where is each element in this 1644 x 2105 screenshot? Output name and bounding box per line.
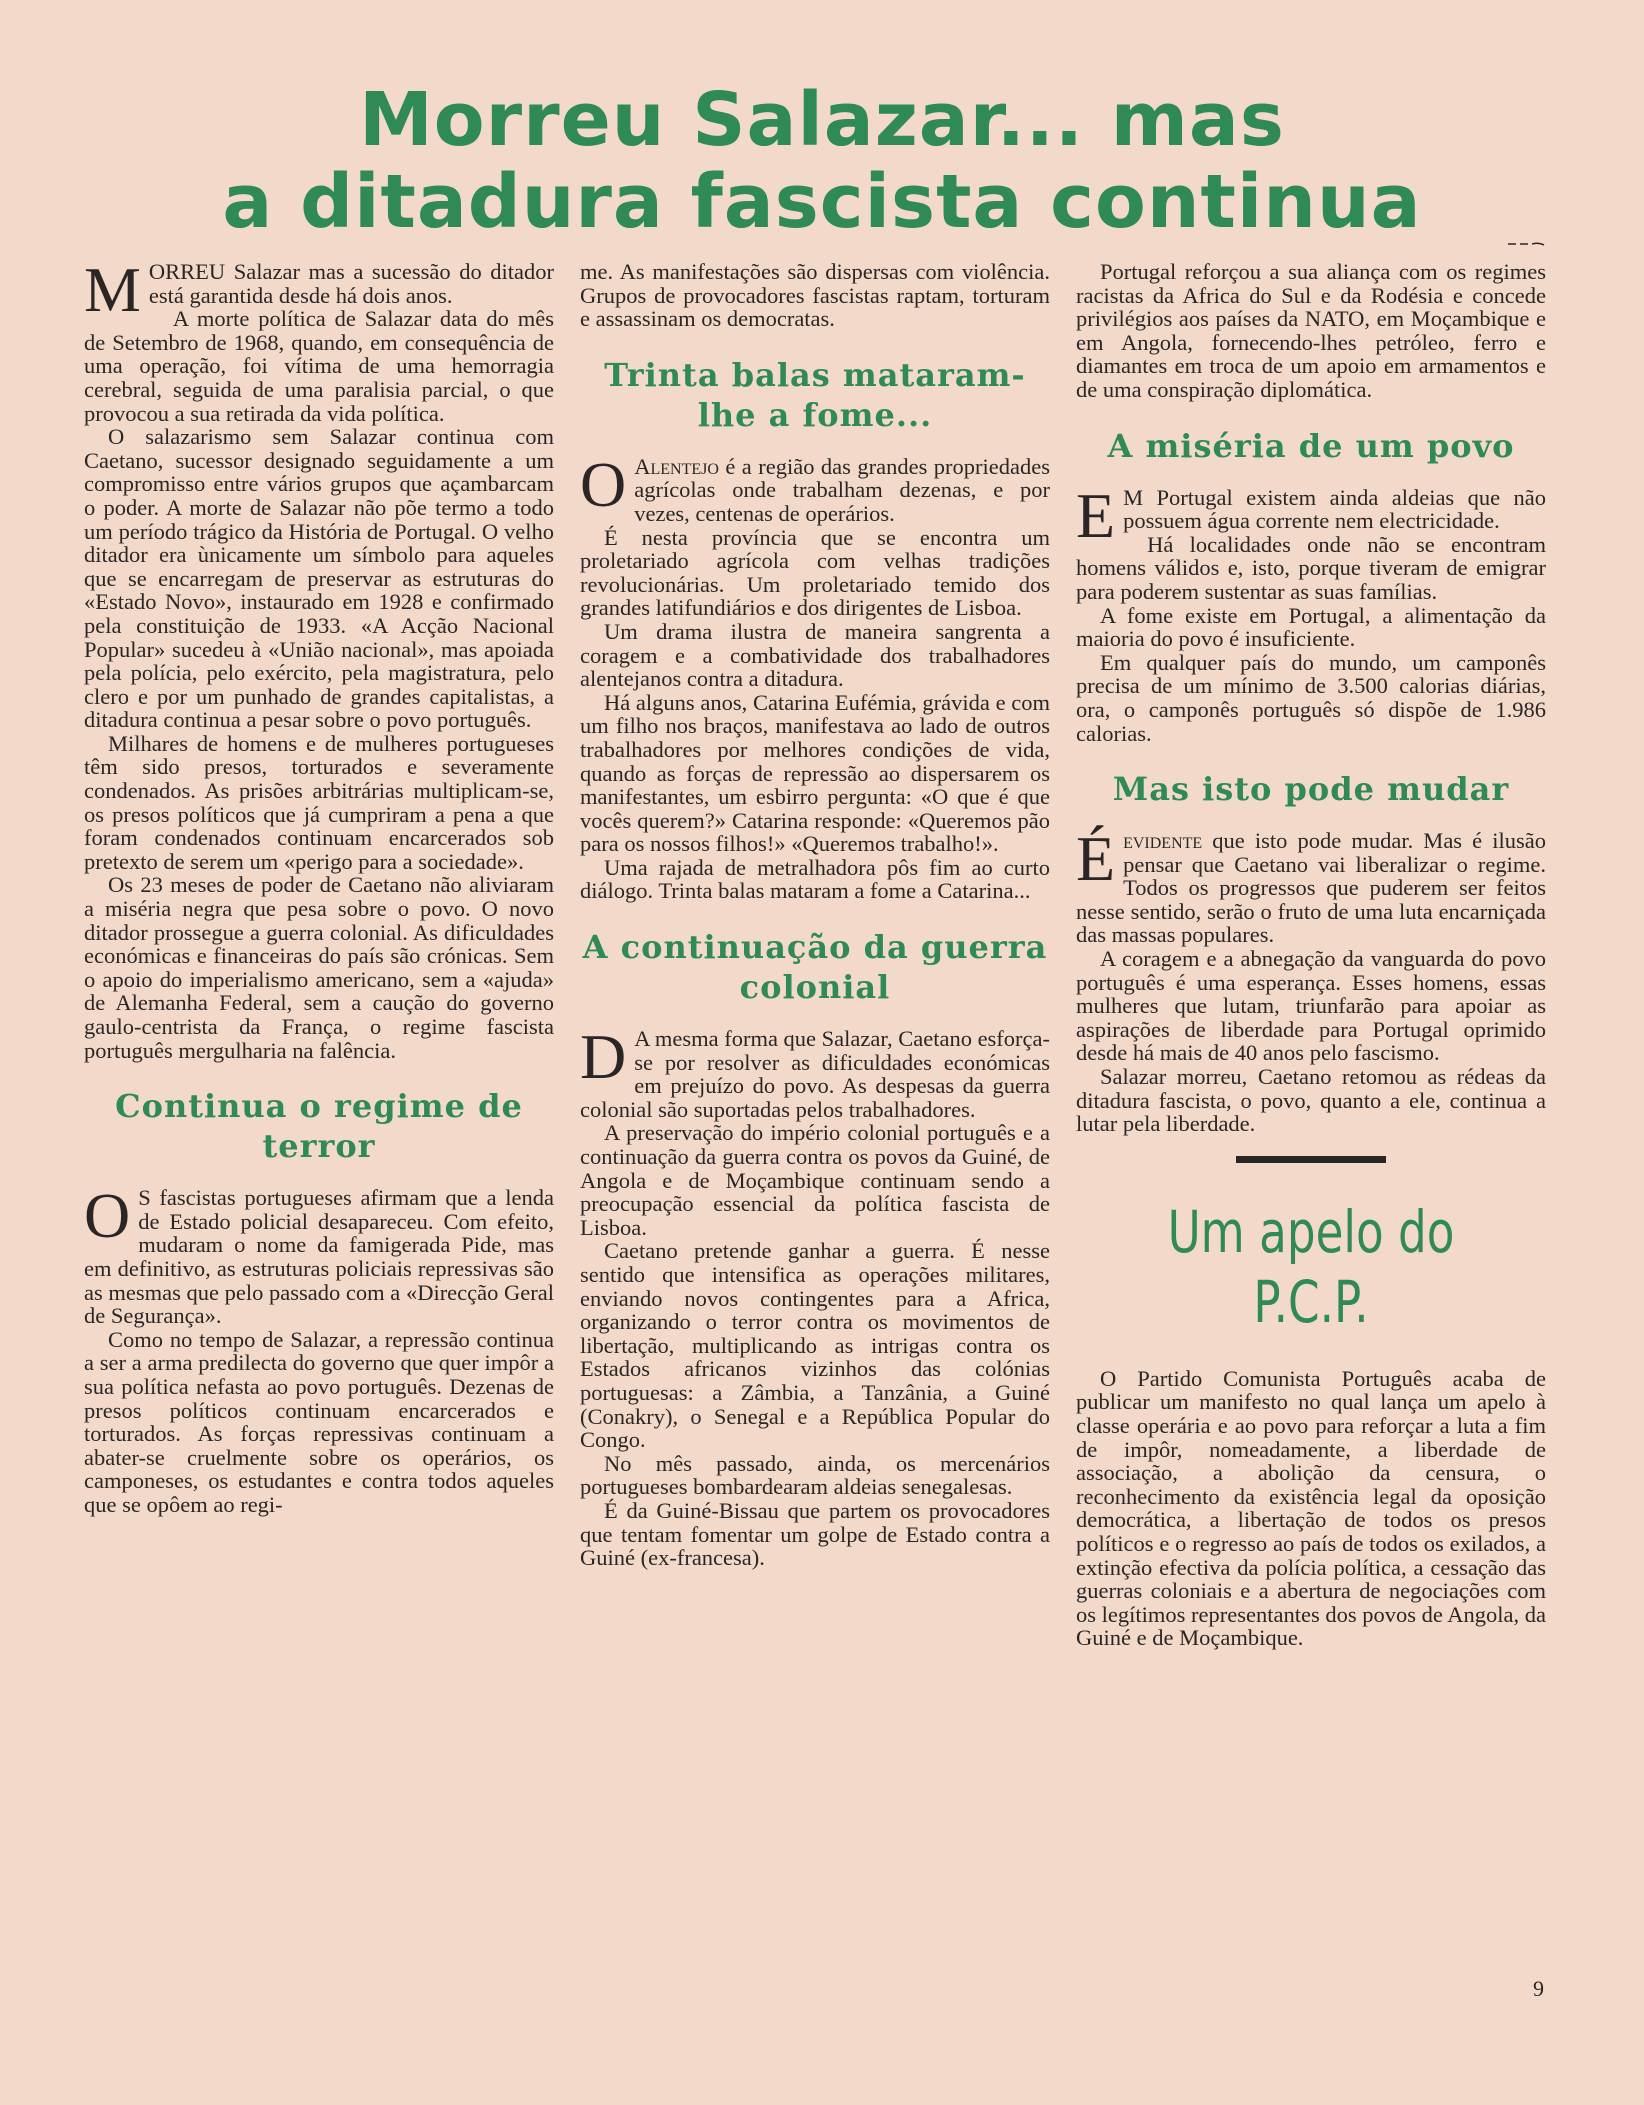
- col2-paragraph: Um drama ilustra de maneira sangrenta a coragem e a combatividade dos trabalhadores alentejanos contra a ditadura.: [580, 618, 1050, 692]
- section-heading-guerra-colonial: A continuação da guerra colonial: [582, 928, 1048, 1007]
- drop-cap: E: [1076, 479, 1116, 551]
- col3-paragraph: Salazar morreu, Caetano retomou as rédeas da ditadura fascista, o povo, quanto a ele, continua a lutar pela liberdade.: [1076, 1064, 1546, 1137]
- col2-paragraph: me. As manifestações são dispersas com violência. Grupos de provocadores fascistas raptam, torturam e assassinam os democratas.: [580, 259, 1050, 332]
- col1-intro: MORREU Salazar mas a sucessão do ditador está garantida desde há dois anos.: [84, 254, 554, 325]
- col1-paragraph: Os 23 meses de poder de Caetano não aliviaram a miséria negra que pesa sobre o povo. O novo ditador prossegue a guerra colonial. As dificuldades económicas e financeiras do país são crónicas. Sem o apoio do imperialismo americano, sem a «ajuda» de Alemanha Federal, sem a caução do governo gaulo-centrista da França, o regime fascista português mergulharia na falência.: [84, 872, 554, 1063]
- col2-paragraph: A preservação do império colonial português e a continuação da guerra contra os povos da Guiné, de Angola e de Moçambique continuam sendo a preocupação essencial da política fascista de Lisboa.: [580, 1120, 1050, 1240]
- column-3: [1076, 260, 1546, 1650]
- col1-terror-intro: O S fascistas portugueses afirmam que a lenda de Estado policial desapareceu. Com efeito, mudaram o nome da famigerada Pide, mas em definitivo, as estruturas policiais repressivas são as mesmas que pelo passado com a «Direcção Geral de Segurança».: [84, 1180, 554, 1329]
- section-heading-miseria: A miséria de um povo: [1107, 426, 1515, 465]
- col2-paragraph: É nesta província que se encontra um proletariado agrícola com velhas tradições revolucionárias. Um proletariado temido dos grandes latifundiários e dos dirigentes de Lisboa.: [580, 524, 1050, 621]
- col2-paragraph: Uma rajada de metralhadora pôs fim ao curto diálogo. Trinta balas mataram a fome a Catarina...: [580, 854, 1050, 904]
- col3-paragraph: Há localidades onde não se encontram homens válidos e, isto, porque tiveram de emigrar para poderem sustentar as suas famílias.: [1076, 531, 1546, 604]
- drop-cap: O: [580, 448, 627, 520]
- section-heading-trinta-balas: Trinta balas mataram-lhe a fome...: [604, 355, 1026, 434]
- drop-cap: O: [84, 1180, 131, 1252]
- col2-paragraph: Há alguns anos, Catarina Eufémia, grávida e com um filho nos braços, manifestava ao lado de outros trabalhadores por melhores condições de vida, quando as forças de repressão ao dispersarem os manifestantes, um esbirro pergunta: «O que é que vocês querem?» Catarina responde: «Queremos pão para os nossos filhos!» «Queremos trabalho!».: [580, 689, 1050, 857]
- headline-line-1: Morreu Salazar... mas: [359, 77, 1285, 163]
- col3-paragraph: Portugal reforçou a sua aliança com os regimes racistas da Africa do Sul e da Rodésia e concede privilégios aos países da NATO, em Moçambique e em Angola, fornecendo-lhes petróleo, ferro e diamantes em troca de um apoio em armamentos e de uma conspiração diplomática.: [1076, 259, 1546, 402]
- col1-paragraph: O salazarismo sem Salazar continua com Caetano, sucessor designado seguidamente a um compromisso entre vários grupos que açambarcam o poder. A morte de Salazar não põe termo a todo um período trágico da História de Portugal. O velho ditador era ùnicamente um símbolo para aqueles que se encarregam de preservar as estruturas do «Estado Novo», instaurado em 1928 e confirmado pela constituição de 1933. «A Acção Nacional Popular» sucedeu à «União nacional», mas apoiada pela polícia, pelo exército, pela magistratura, pelo clero e por um punhado de grandes capitalistas, a ditadura continua a pesar sobre o povo português.: [84, 424, 554, 733]
- col1-paragraph: Milhares de homens e de mulheres portugueses têm sido presos, torturados e severamente condenados. As prisões arbitrárias multiplicam-se, os presos políticos que já cumpriram a pena a que foram condenados continuam encarcerados sob pretexto de serem um «perigo para a sociedade».: [84, 730, 554, 874]
- col3-mudar-intro: Éevidente que isto pode mudar. Mas é ilusão pensar que Caetano vai liberalizar o regime. Todos os progressos que puderem ser feitos nesse sentido, serão o fruto de uma luta encarniçada das massas populares.: [1076, 823, 1546, 948]
- drop-cap: É: [1076, 823, 1116, 895]
- col2-alentejo-intro: O Alentejo é a região das grandes propriedades agrícolas onde trabalham dezenas, e por vezes, centenas de operários.: [580, 448, 1050, 526]
- col2-paragraph: É da Guiné-Bissau que partem os provocadores que tentam fomentar um golpe de Estado contra a Guiné (ex-francesa).: [580, 1497, 1050, 1571]
- apelo-heading: Um apelo do P.C.P.: [1167, 1197, 1455, 1336]
- col1-paragraph: Como no tempo de Salazar, a repressão continua a ser a arma predilecta do governo que quer impôr a sua política nefasta ao povo português. Dezenas de presos políticos continuam encarcerados e torturados. As forças repressivas continuam a abater-se cruelmente sobre os operários, os camponeses, os estudantes e contra todos aqueles que se opôem ao regi-: [84, 1326, 554, 1517]
- drop-cap: D: [580, 1021, 627, 1093]
- col2-guerra-intro: D A mesma forma que Salazar, Caetano esforça-se por resolver as dificuldades económicas em prejuízo do povo. As despesas da guerra colonial são suportadas pelos trabalhadores.: [580, 1021, 1051, 1122]
- col3-paragraph: A fome existe em Portugal, a alimentação da maioria do povo é insuficiente.: [1076, 602, 1546, 652]
- page-number: 9: [1533, 1976, 1544, 2001]
- col3-paragraph: A coragem e a abnegação da vanguarda do povo português é uma esperança. Esses homens, essas mulheres que lutam, triunfarão para apoiar as aspirações de liberdade para Portugal oprimido desde há mais de 40 anos pelo fascismo.: [1076, 946, 1546, 1066]
- apelo-paragraph: O Partido Comunista Português acaba de publicar um manifesto no qual lança um apelo à classe operária e ao povo para reforçar a luta a fim de impôr, nomeadamente, a liberdade de associação, a abolição da censura, o reconhecimento da existência legal da oposição democrática, a libertação de todos os presos políticos e o regresso ao país de todos os exilados, a extinção efectiva da polícia política, a cessação das guerras coloniais e a abertura de negociações com os legítimos representantes dos povos de Angola, da Guiné e de Moçambique.: [1076, 1365, 1546, 1651]
- section-heading-pode-mudar: Mas isto pode mudar: [1112, 770, 1510, 809]
- column-2: [580, 260, 1050, 1570]
- drop-cap: M: [84, 254, 141, 325]
- section-divider: [1236, 1156, 1386, 1163]
- headline-line-2: a ditadura fascista continua: [222, 159, 1422, 245]
- col3-miseria-intro: E M Portugal existem ainda aldeias que não possuem água corrente nem electricidade.: [1076, 479, 1546, 551]
- ink-mark: [1506, 240, 1546, 248]
- col1-paragraph: A morte política de Salazar data do mês de Setembro de 1968, quando, em consequência de uma operação, foi vítima de uma hemorragia cerebral, seguida de uma paralisia parcial, o que provocou a sua retirada da vida política.: [84, 306, 554, 426]
- column-1: [84, 254, 554, 1517]
- col2-paragraph: No mês passado, ainda, os mercenários portugueses bombardearam aldeias senegalesas.: [580, 1450, 1050, 1500]
- col3-paragraph: Em qualquer país do mundo, um camponês precisa de um mínimo de 3.500 calorias diárias, ora, o camponês português só dispõe de 1.986 calorias.: [1076, 649, 1546, 746]
- section-heading-terror: Continua o regime de terror: [115, 1087, 523, 1166]
- col2-paragraph: Caetano pretende ganhar a guerra. É nesse sentido que intensifica as operações militares, enviando novos contingentes para a Africa, organizando o terror contra os movimentos de libertação, multiplicando as intrigas contra os Estados africanos vizinhos das colónias portuguesas: a Zâmbia, a Tanzânia, a Guiné (Conakry), o Senegal e a República Popular do Congo.: [580, 1238, 1050, 1453]
